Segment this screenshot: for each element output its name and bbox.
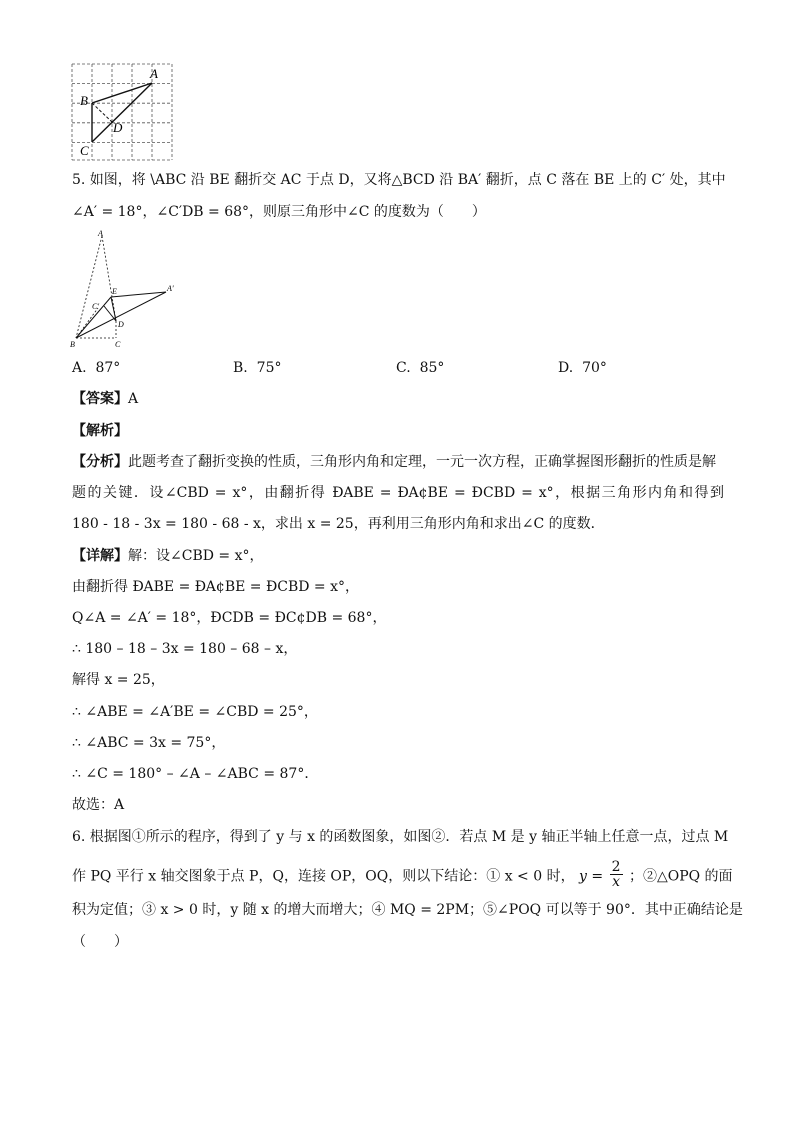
grid-triangle-figure: [70, 62, 176, 162]
fraction-denominator: x: [612, 874, 620, 890]
fenxi-line1: [72, 453, 724, 471]
fenxi-tag: 【分析】: [72, 454, 128, 470]
q5-line1: 5. 如图，将 \ABC 沿 BE 翻折交 AC 于点 D，又将△BCD 沿 BA′ 翻折，点 C 落在 BE 上的 C′ 处，其中: [72, 172, 726, 188]
grid-label-d: D: [113, 120, 123, 135]
q6-line1: 6. 根据图①所示的程序，得到了 y 与 x 的函数图象，如图②．若点 M 是 y 轴正半轴上任意一点，过点 M: [72, 829, 729, 845]
q6-line2: [72, 859, 733, 891]
choice-label: D.: [558, 360, 574, 376]
q5-choice-b: [233, 359, 281, 377]
grid-label-a: A: [150, 66, 158, 81]
fold-label-cprime: C′: [92, 302, 100, 311]
fold-label-a: A: [98, 229, 103, 238]
q6-line2-pre: 作 PQ 平行 x 轴交图象于点 P，Q，连接 OP，OQ，则以下结论：① x < 0 时，: [72, 868, 575, 885]
grid-label-b: B: [80, 93, 88, 108]
solution-step-5: ∴ ∠ABE = ∠A′BE = ∠CBD = 25°，: [72, 704, 318, 720]
choice-label: B.: [233, 360, 248, 376]
fraction-numerator: 2: [611, 859, 621, 875]
solution-step-2: Q∠A = ∠A′ = 18°，ÐCDB = ÐC¢DB = 68°，: [72, 610, 387, 626]
analysis-heading: [72, 422, 724, 440]
answer-value: A: [128, 391, 139, 407]
solution-step-6: ∴ ∠ABC = 3x = 75°，: [72, 735, 226, 751]
q5-choice-d: [558, 359, 607, 377]
grid-label-c: C: [80, 143, 89, 158]
choice-value: 70°: [582, 360, 607, 376]
analysis-tag: 【解析】: [72, 423, 128, 439]
q5-choice-a: [72, 359, 120, 377]
solution-step-3: ∴ 180 – 18 – 3x = 180 – 68 – x，: [72, 641, 298, 657]
q5-choice-c: [396, 359, 444, 377]
fenxi-text1: 此题考查了翻折变换的性质，三角形内角和定理，一元一次方程，正确掌握图形翻折的性质是解: [128, 454, 716, 470]
choice-label: A.: [72, 360, 87, 376]
solution-step-7: ∴ ∠C = 180° – ∠A – ∠ABC = 87°．: [72, 766, 319, 782]
fold-figure: [66, 228, 186, 352]
fold-label-e: E: [112, 287, 117, 296]
answer-tag: 【答案】: [72, 391, 128, 407]
q5-line2: ∠A′ = 18°，∠C′DB = 68°，则原三角形中∠C 的度数为（ ）: [72, 204, 486, 220]
fold-label-b: B: [70, 340, 75, 349]
q6-line4: （ ）: [72, 934, 128, 950]
choice-value: 85°: [419, 360, 445, 376]
choice-value: 75°: [256, 360, 282, 376]
q6-line2-post: ；②△OPQ 的面: [628, 868, 733, 885]
solution-step-1: 由翻折得 ÐABE = ÐA¢BE = ÐCBD = x°，: [72, 579, 360, 595]
solution-step-8: 故选：A: [72, 797, 125, 813]
choice-label: C.: [396, 360, 411, 376]
detail-line: [72, 547, 724, 565]
choice-value: 87°: [95, 360, 121, 376]
fold-label-c: C: [115, 340, 121, 349]
q6-line3: 积为定值；③ x > 0 时，y 随 x 的增大而增大；④ MQ = 2PM；⑤∠POQ 可以等于 90°．其中正确结论是: [72, 902, 743, 918]
fraction: [610, 860, 623, 889]
q6-y-equals: y =: [579, 868, 604, 885]
fold-label-aprime: A′: [167, 284, 174, 293]
detail-tag: 【详解】: [72, 548, 128, 564]
answer-line: [72, 390, 724, 408]
fold-label-d: D: [118, 320, 124, 329]
fenxi-line3: 180 - 18 - 3x = 180 - 68 - x，求出 x = 25，再利用三角形内角和求出∠C 的度数．: [72, 516, 605, 532]
solution-step-4: 解得 x = 25，: [72, 672, 165, 688]
detail-first: 解：设∠CBD = x°，: [128, 548, 264, 564]
fenxi-line2: 题的关键．设∠CBD = x°，由翻折得 ÐABE = ÐA¢BE = ÐCBD = x°，根据三角形内角和得到: [72, 485, 724, 501]
